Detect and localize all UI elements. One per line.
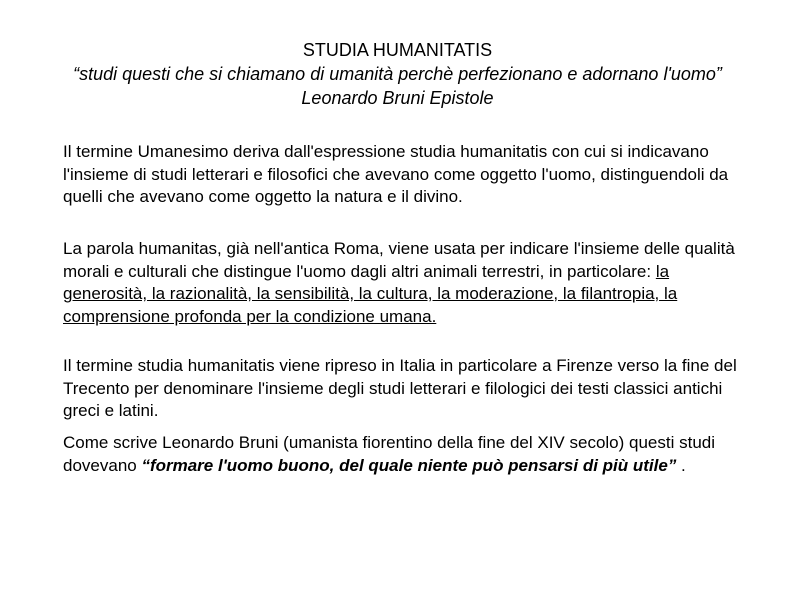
- slide-title: [40, 38, 755, 110]
- paragraph-humanitas: [63, 238, 753, 328]
- paragraph-firenze-text: Il termine studia humanitatis viene ripreso in Italia in particolare a Firenze verso la fine del Trecento per denominare l'insieme degli studi letterari e filologici dei testi classici antichi greci e latini.: [63, 356, 737, 420]
- title-heading: STUDIA HUMANITATIS: [302, 40, 493, 60]
- paragraph-firenze: [63, 355, 753, 423]
- title-quote: “studi questi che si chiamano di umanità perchè perfezionano e adornano l'uomo” Leonardo Bruni Epistole: [73, 64, 722, 108]
- paragraph-bruni-intro: Come scrive Leonardo Bruni (umanista fiorentino della fine del XIV secolo) questi studi dovevano: [63, 433, 716, 475]
- paragraph-umanesimo-text: Il termine Umanesimo deriva dall'espressione studia humanitatis con cui si indicavano l'insieme di studi letterari e filosofici che avevano come oggetto l'uomo, distinguendoli da quelli che avevano come oggetto la natura e il divino.: [63, 142, 729, 206]
- paragraph-umanesimo: [63, 141, 753, 209]
- paragraph-bruni-end: .: [676, 455, 686, 475]
- paragraph-humanitas-intro: La parola humanitas, già nell'antica Roma, viene usata per indicare l'insieme delle qualità morali e culturali che distingue l'uomo dagli altri animali terrestri, in particolare:: [63, 239, 735, 281]
- paragraph-bruni: [63, 432, 753, 477]
- paragraph-bruni-quote: “formare l'uomo buono, del quale niente può pensarsi di più utile”: [141, 455, 677, 475]
- paragraph-humanitas-qualities: la generosità, la razionalità, la sensibilità, la cultura, la moderazione, la filantropia, la comprensione profonda per la condizione umana.: [63, 261, 678, 326]
